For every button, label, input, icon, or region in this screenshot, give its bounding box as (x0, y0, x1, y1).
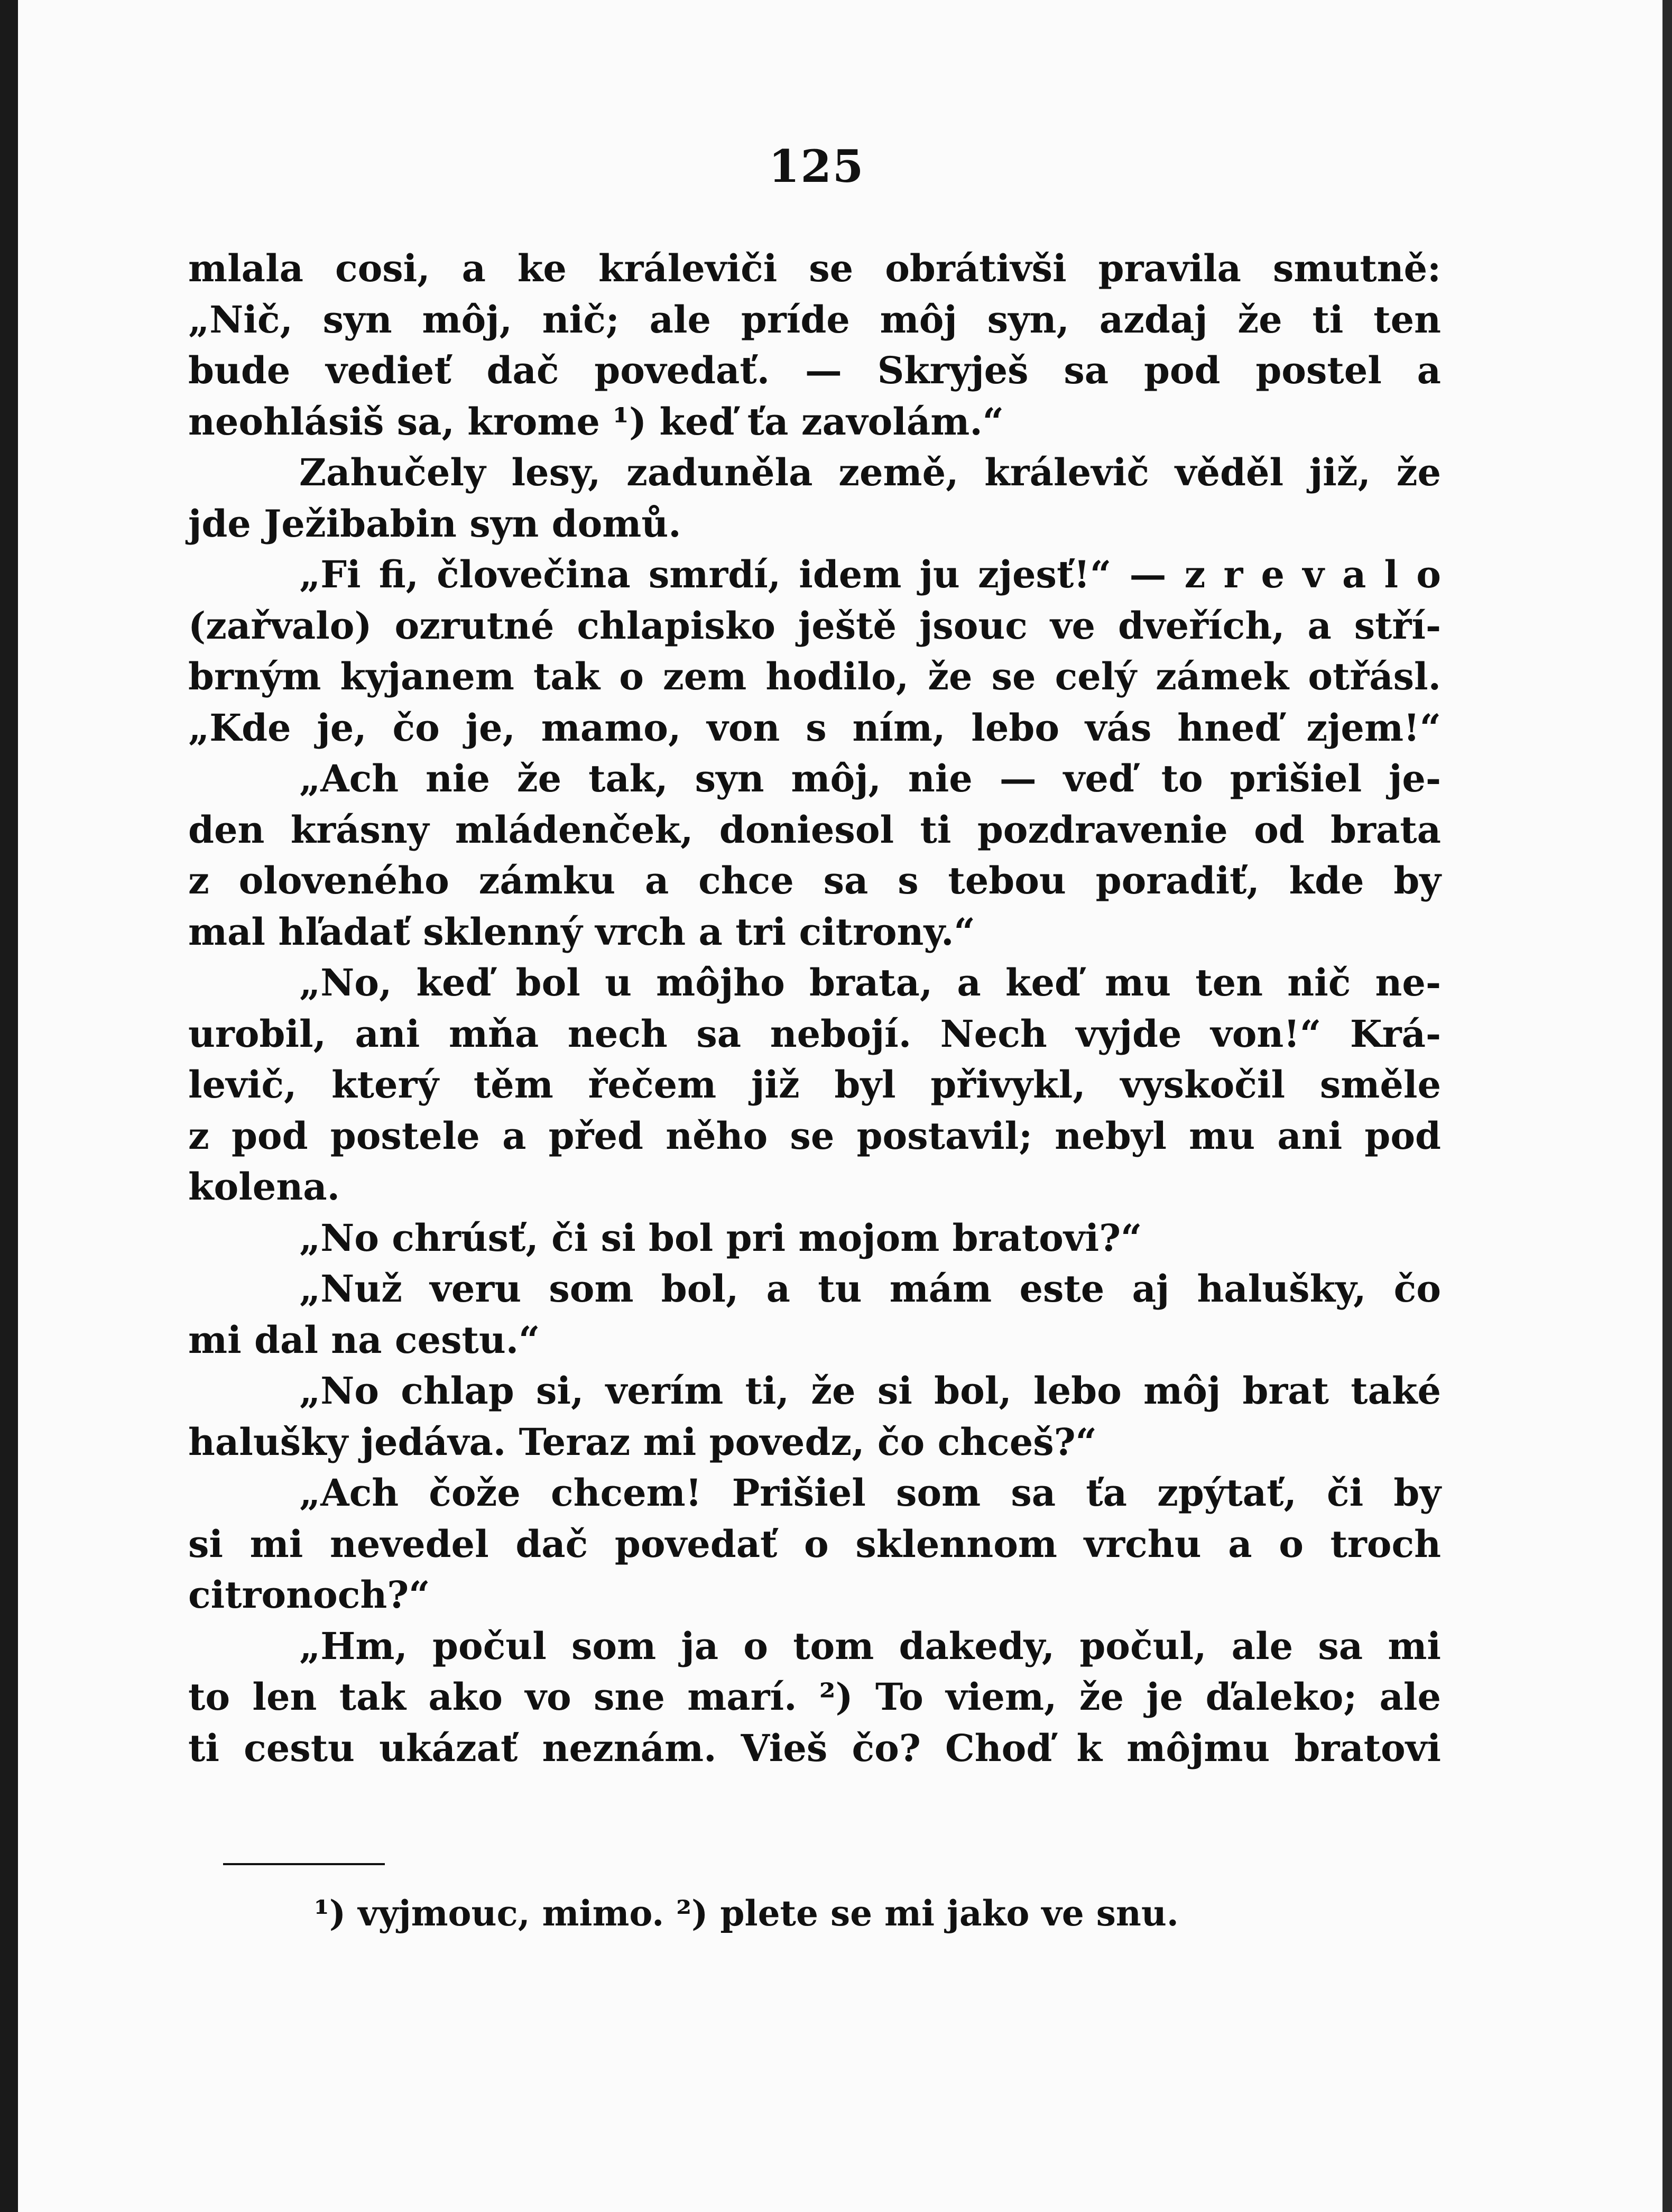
text-line: „No chrúsť, či si bol pri mojom bratovi?“ (299, 1215, 1142, 1260)
text-line: z oloveného zámku a chce sa s tebou poradiť, kde by (188, 859, 1441, 902)
body-text (188, 243, 1441, 1774)
text-line: urobil, ani mňa nech sa nebojí. Nech vyjde von!“ Krá- (188, 1011, 1441, 1056)
text-line: „Hm, počul som ja o tom dakedy, počul, ale sa mi (299, 1624, 1441, 1668)
text-line: „Ach čože chcem! Prišiel som sa ťa zpýtať, či by (299, 1471, 1441, 1515)
book-page (18, 0, 1662, 2212)
text-line: „Ach nie že tak, syn môj, nie — veď to prišiel je- (299, 757, 1441, 800)
text-line: „Nuž veru som bol, a tu mám este aj halušky, čo (299, 1267, 1441, 1311)
text-line: mi dal na cestu.“ (188, 1317, 540, 1362)
text-line: mlala cosi, a ke králeviči se obrátivši pravila smutně: (188, 246, 1441, 290)
text-line: neohlásiš sa, krome ¹) keď ťa zavolám.“ (188, 399, 1004, 444)
text-line: brným kyjanem tak o zem hodilo, že se celý zámek otřásl. (188, 655, 1441, 698)
text-line: kolena. (188, 1165, 340, 1209)
text-line: z pod postele a před něho se postavil; nebyl mu ani pod (188, 1113, 1441, 1158)
text-line: „No, keď bol u môjho brata, a keď mu ten nič ne- (299, 961, 1441, 1004)
page-number: 125 (769, 140, 865, 192)
text-line: (zařvalo) ozrutné chlapisko ještě jsouc ve dveřích, a stří- (188, 603, 1441, 648)
scan-right-edge (1662, 0, 1672, 2212)
text-line: ti cestu ukázať neznám. Vieš čo? Choď k môjmu bratovi (188, 1726, 1441, 1770)
text-line: bude vedieť dač povedať. — Skryješ sa pod postel a (188, 348, 1441, 392)
text-line: si mi nevedel dač povedať o sklennom vrchu a o troch (188, 1522, 1441, 1566)
text-line: levič, který těm řečem již byl přivykl, vyskočil směle (188, 1063, 1441, 1107)
text-line: „Kde je, čo je, mamo, von s ním, lebo vás hneď zjem!“ (188, 705, 1441, 750)
text-line: halušky jedáva. Teraz mi povedz, čo chceš?“ (188, 1420, 1097, 1464)
text-line: „Nič, syn môj, nič; ale príde môj syn, azdaj že ti ten (188, 297, 1441, 342)
text-line: citronoch?“ (188, 1573, 430, 1617)
footnote-separator (223, 1863, 385, 1865)
text-line: to len tak ako vo sne marí. ²) To viem, že je ďaleko; ale (188, 1675, 1441, 1719)
text-line: jde Ježibabin syn domů. (188, 501, 681, 546)
scan-left-edge (0, 0, 18, 2212)
text-line: „No chlap si, verím ti, že si bol, lebo môj brat také (299, 1369, 1441, 1413)
text-line: „Fi fi, človečina smrdí, idem ju zjesť!“ — z r e v a l o (299, 552, 1441, 596)
text-line: mal hľadať sklenný vrch a tri citrony.“ (188, 909, 975, 954)
text-line: Zahučely lesy, zaduněla země, králevič věděl již, že (299, 450, 1441, 494)
text-line: den krásny mládenček, doniesol ti pozdravenie od brata (188, 807, 1441, 852)
footnotes: ¹) vyjmouc, mimo. ²) plete se mi jako ve snu. (314, 1893, 1179, 1934)
